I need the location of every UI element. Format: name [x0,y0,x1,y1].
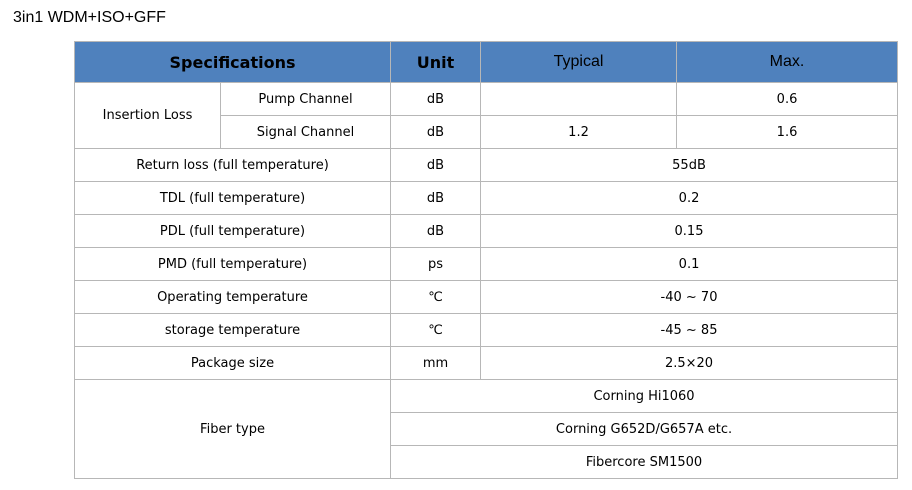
fiber-option: Corning G652D/G657A etc. [391,413,898,446]
table-row [75,182,898,215]
signal-channel-label: Signal Channel [221,116,391,149]
fiber-option: Corning Hi1060 [391,380,898,413]
header-unit: Unit [391,42,481,83]
row-unit: ps [391,248,481,281]
header-max: Max. [677,42,898,83]
document-title: 3in1 WDM+ISO+GFF [13,9,166,26]
row-value: 0.1 [481,248,898,281]
row-value: 0.15 [481,215,898,248]
row-label: Package size [75,347,391,380]
table-row [75,380,898,413]
pump-channel-typical [481,83,677,116]
table-row [75,314,898,347]
table-row [75,347,898,380]
signal-channel-unit: dB [391,116,481,149]
row-unit: mm [391,347,481,380]
header-specifications: Specifications [75,42,391,83]
header-typical: Typical [481,42,677,83]
row-value: -40 ~ 70 [481,281,898,314]
pump-channel-label: Pump Channel [221,83,391,116]
row-unit: ℃ [391,314,481,347]
row-unit: dB [391,215,481,248]
table-row [75,281,898,314]
row-label: PDL (full temperature) [75,215,391,248]
pump-channel-unit: dB [391,83,481,116]
row-label: storage temperature [75,314,391,347]
row-value: 55dB [481,149,898,182]
table-row [75,149,898,182]
specifications-table [74,41,898,479]
row-label: Return loss (full temperature) [75,149,391,182]
signal-channel-typical: 1.2 [481,116,677,149]
insertion-loss-label: Insertion Loss [75,83,221,149]
row-value: 2.5×20 [481,347,898,380]
row-label: TDL (full temperature) [75,182,391,215]
row-value: 0.2 [481,182,898,215]
table-row [75,83,898,116]
row-label: Operating temperature [75,281,391,314]
row-unit: ℃ [391,281,481,314]
row-value: -45 ~ 85 [481,314,898,347]
signal-channel-max: 1.6 [677,116,898,149]
row-label: PMD (full temperature) [75,248,391,281]
fiber-option: Fibercore SM1500 [391,446,898,479]
fiber-type-label: Fiber type [75,380,391,479]
row-unit: dB [391,149,481,182]
table-header-row [75,42,898,83]
table-row [75,215,898,248]
table-row [75,248,898,281]
pump-channel-max: 0.6 [677,83,898,116]
row-unit: dB [391,182,481,215]
